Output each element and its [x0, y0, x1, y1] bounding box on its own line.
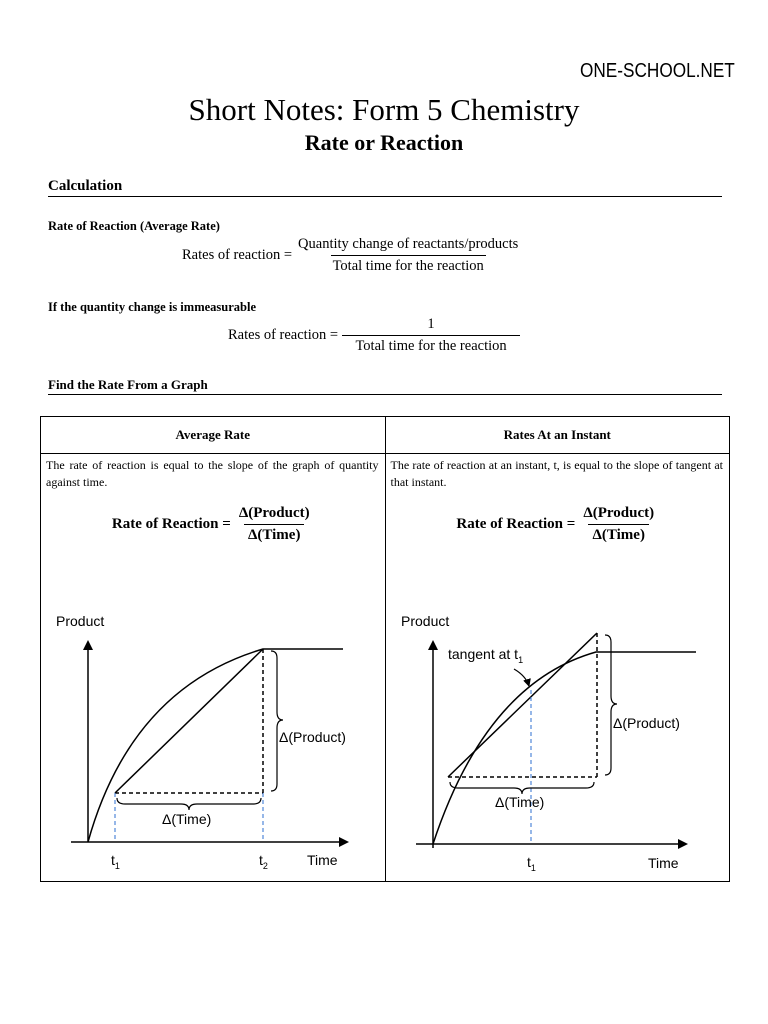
graph-table [40, 416, 730, 882]
formula-numerator: Δ(Product) [583, 505, 655, 521]
t1-label [111, 852, 120, 871]
section-heading-graph: Find the Rate From a Graph [48, 377, 722, 395]
delta-time-label: Δ(Time) [162, 811, 212, 827]
instant-rate-cell [385, 454, 730, 882]
delta-product-brace [605, 635, 617, 775]
t2-label-main: t [259, 852, 263, 868]
instant-description: The rate of reaction at an instant, t, is equal to the slope of tangent at that instant. [390, 458, 723, 489]
formula-lhs: Rate of Reaction = [456, 516, 576, 532]
x-axis-label: Time [647, 855, 679, 871]
instant-graph-formula [386, 505, 730, 544]
product-curve [433, 652, 696, 844]
instant-rate-graph [386, 578, 730, 878]
delta-product-brace [271, 651, 283, 791]
immeasurable-heading: If the quantity change is immeasurable [48, 300, 256, 314]
delta-product-label: Δ(Product) [279, 729, 346, 745]
product-curve [88, 649, 343, 842]
t1-label-main: t [526, 854, 531, 870]
delta-time-brace [117, 798, 261, 810]
average-graph-formula [41, 505, 385, 544]
formula-numerator: Δ(Product) [238, 505, 310, 521]
t2-label [259, 852, 268, 871]
immeasurable-formula [228, 316, 520, 355]
y-axis-label: Product [400, 613, 449, 629]
average-rate-heading: Rate of Reaction (Average Rate) [48, 219, 220, 233]
tangent-pointer-arrow [514, 669, 529, 686]
average-rate-graph [41, 578, 385, 878]
page-subtitle: Rate or Reaction [304, 130, 464, 155]
t2-label-sub: 2 [262, 861, 268, 871]
formula-denominator: Total time for the reaction [331, 255, 486, 275]
column-header-average: Average Rate [41, 417, 386, 454]
tangent-label-sub: 1 [517, 655, 523, 665]
t1-label-sub: 1 [114, 861, 120, 871]
section-heading-calculation: Calculation [48, 178, 722, 197]
formula-lhs: Rates of reaction = [228, 327, 339, 343]
average-description: The rate of reaction is equal to the slope of the graph of quantity against time. [46, 458, 379, 489]
tangent-label-main: tangent at t [447, 646, 518, 662]
formula-denominator: Δ(Time) [588, 524, 648, 544]
column-header-instant: Rates At an Instant [385, 417, 730, 454]
t1-label [527, 854, 536, 873]
t1-label-main: t [111, 852, 115, 868]
formula-numerator: 1 [427, 316, 435, 332]
formula-lhs: Rates of reaction = [182, 247, 293, 263]
t1-label-sub: 1 [530, 863, 536, 873]
delta-product-label: Δ(Product) [612, 715, 680, 731]
formula-lhs: Rate of Reaction = [111, 516, 231, 532]
formula-denominator: Δ(Time) [244, 524, 304, 544]
y-axis-label: Product [56, 613, 105, 629]
x-axis-label: Time [307, 852, 338, 868]
formula-fraction [235, 505, 314, 544]
secant-line [115, 649, 263, 793]
average-rate-cell [41, 454, 386, 882]
formula-numerator: Quantity change of reactants/products [298, 236, 519, 252]
formula-fraction [342, 316, 520, 355]
delta-time-brace [450, 782, 594, 794]
page-title: Short Notes: Form 5 Chemistry [188, 92, 580, 127]
tangent-label [448, 646, 523, 665]
average-rate-formula [182, 236, 520, 275]
formula-denominator: Total time for the reaction [342, 335, 520, 355]
formula-fraction [296, 236, 520, 275]
site-name: ONE-SCHOOL.NET [580, 60, 735, 82]
formula-fraction [579, 505, 658, 544]
delta-time-label: Δ(Time) [494, 794, 544, 810]
